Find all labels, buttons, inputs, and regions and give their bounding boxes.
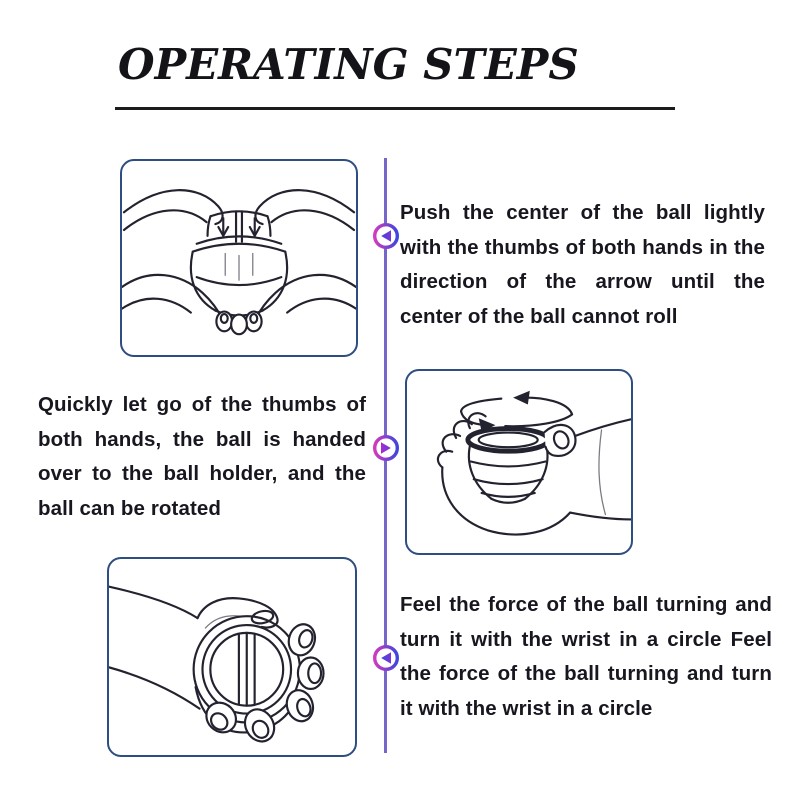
timeline-arrow-left-icon bbox=[372, 644, 400, 672]
step2-illustration-hand-holding-rotating-ball bbox=[405, 369, 633, 555]
step3-illustration-hand-gripping-ball bbox=[107, 557, 357, 757]
timeline-arrow-left-icon bbox=[372, 222, 400, 250]
step1-illustration-two-hands-pressing-ball bbox=[120, 159, 358, 357]
step3-text: Feel the force of the ball turning and turn it with the wrist in a circle Feel the force of the ball turning and turn it with the wrist in a circle bbox=[400, 593, 772, 720]
step2-text: Quickly let go of the thumbs of both hands, the ball is handed over to the ball holder, and the ball can be rotated bbox=[38, 393, 366, 520]
timeline-arrow-right-icon bbox=[372, 434, 400, 462]
step1-text: Push the center of the ball lightly with the thumbs of both hands in the direction of the arrow until the center of the ball cannot roll bbox=[400, 201, 765, 328]
title-underline bbox=[115, 107, 675, 110]
page-title: OPERATING STEPS bbox=[118, 40, 579, 89]
